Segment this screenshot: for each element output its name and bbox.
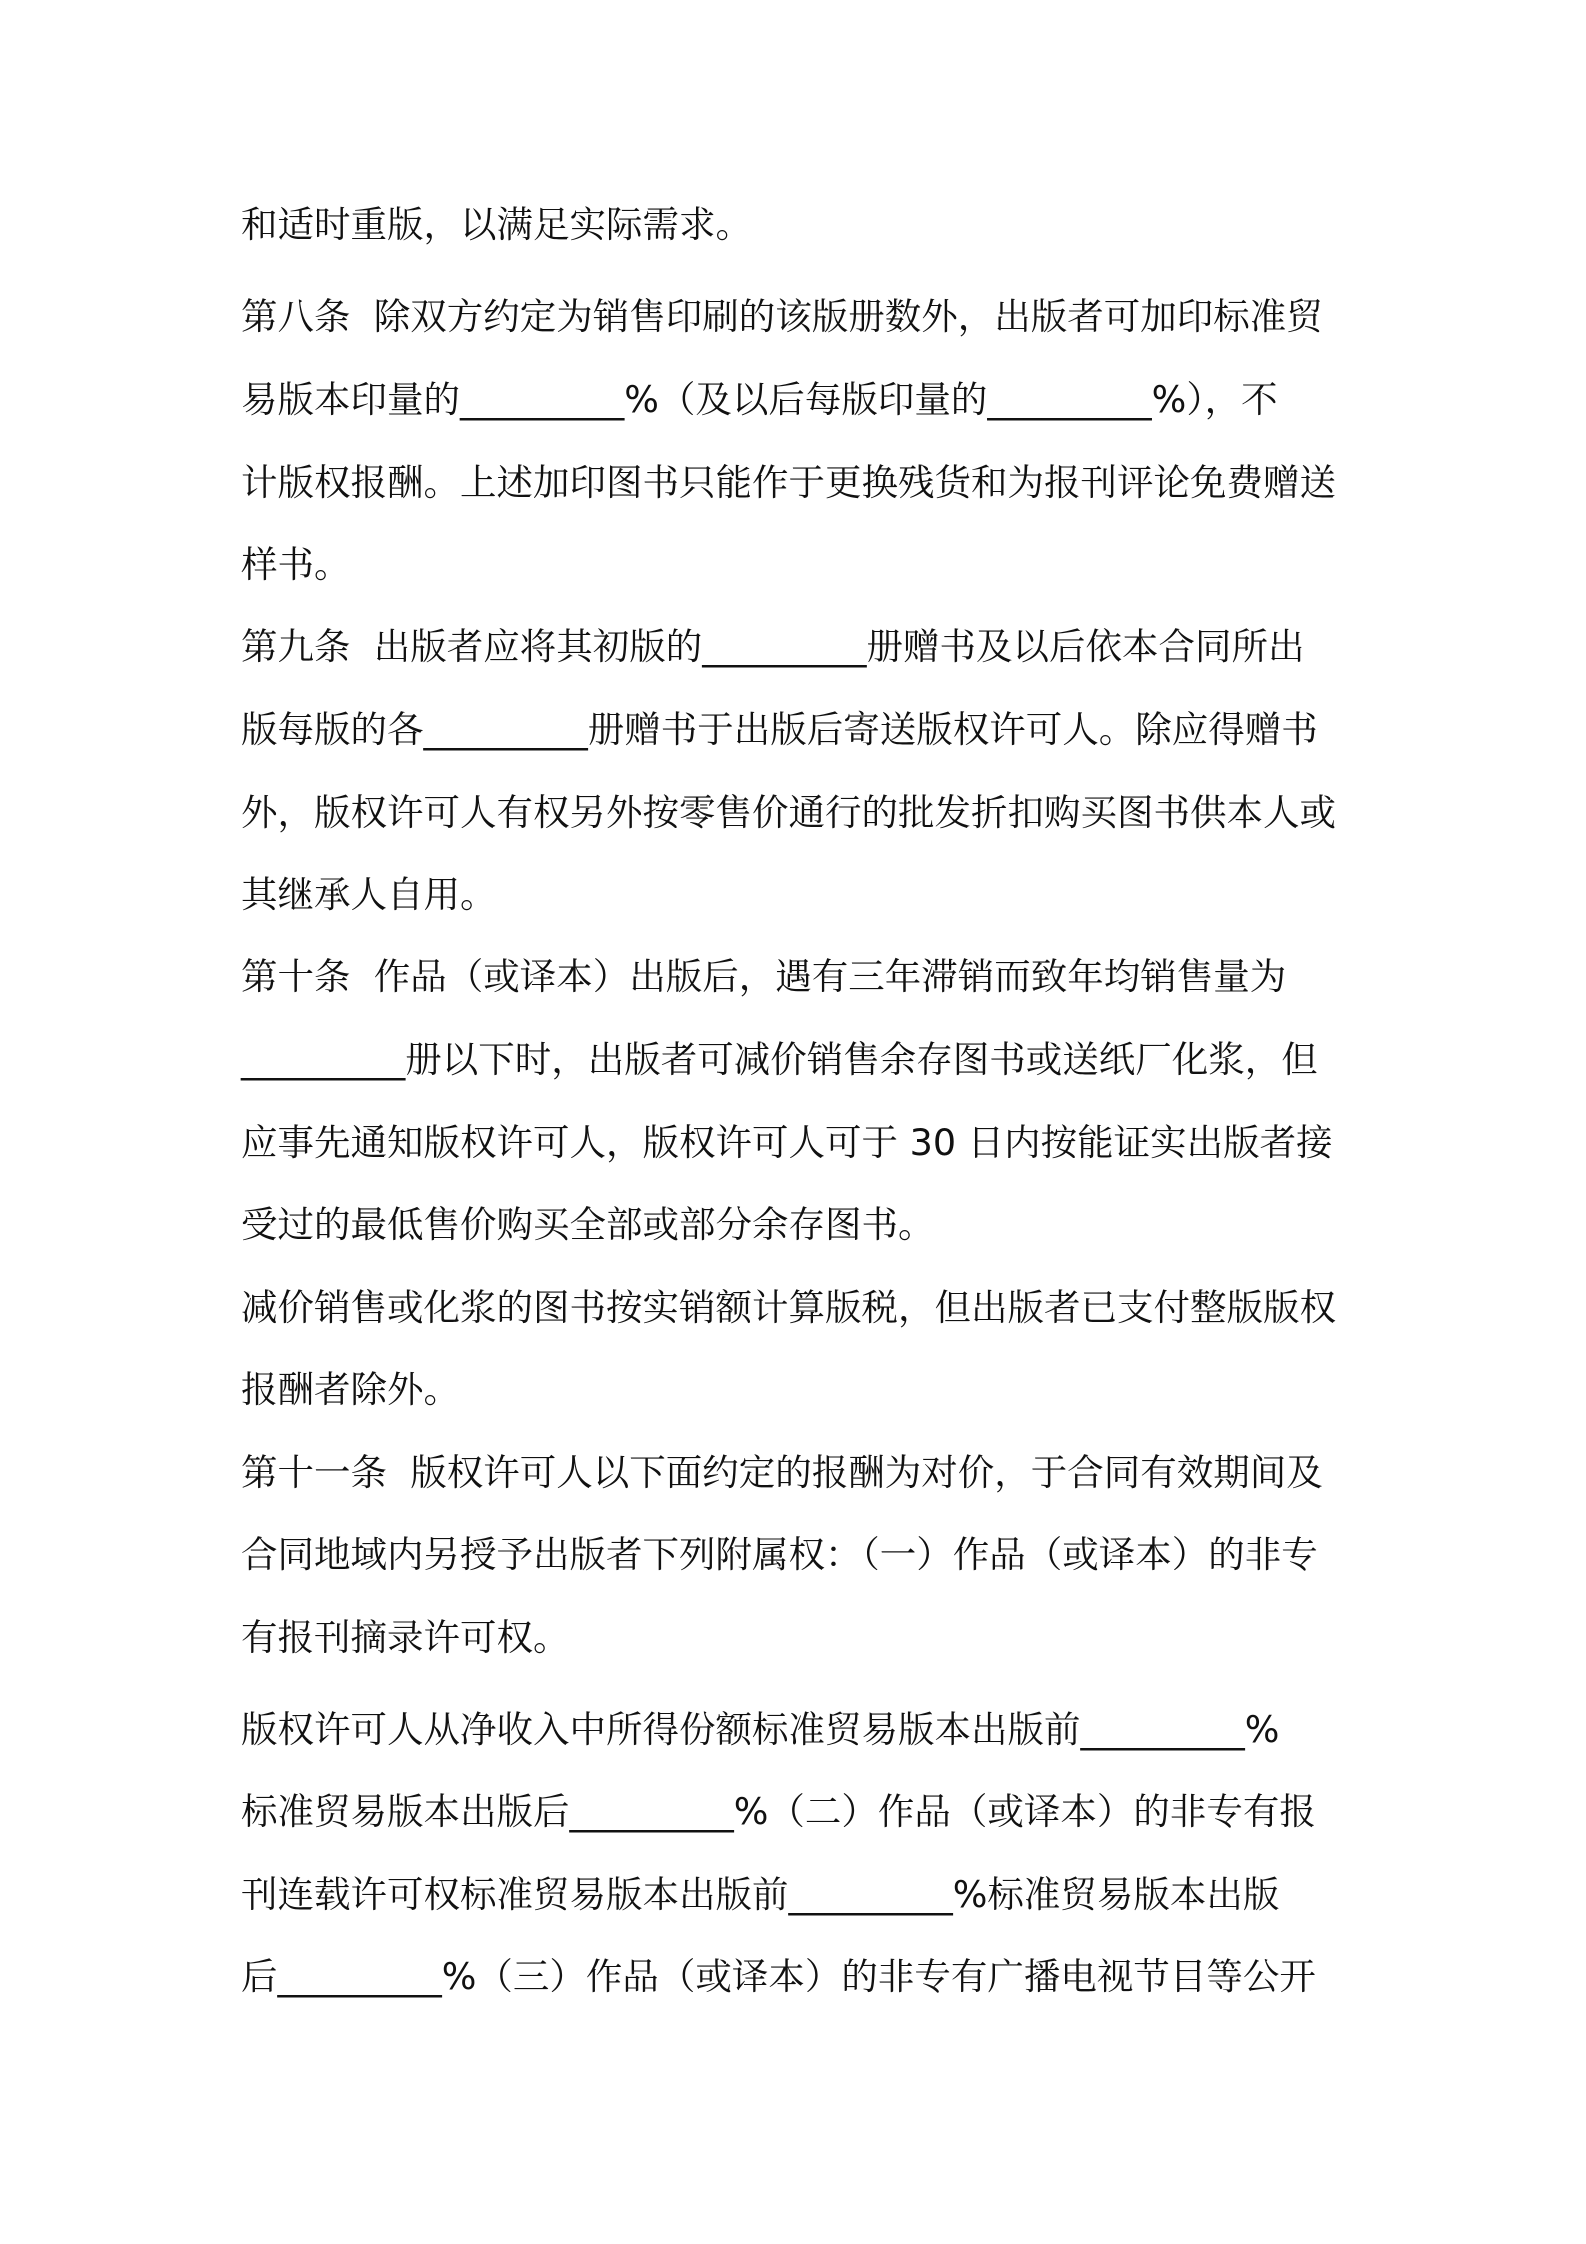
text-line: 后_________%（三）作品（或译本）的非专有广播电视节目等公开 (241, 1955, 1316, 1998)
text-line: 第八条 除双方约定为销售印刷的该版册数外，出版者可加印标准贸 (241, 295, 1323, 338)
text-line: 合同地域内另授予出版者下列附属权：（一）作品（或译本）的非专 (241, 1533, 1318, 1576)
text-line: 外，版权许可人有权另外按零售价通行的批发折扣购买图书供本人或 (241, 791, 1336, 834)
text-line: 样书。 (241, 543, 351, 586)
text-line: 第十条 作品（或译本）出版后，遇有三年滞销而致年均销售量为 (241, 955, 1287, 998)
text-line: 标准贸易版本出版后_________%（二）作品（或译本）的非专有报 (241, 1790, 1316, 1833)
text-line: 减价销售或化浆的图书按实销额计算版税，但出版者已支付整版版权 (241, 1286, 1336, 1329)
text-line: _________册以下时，出版者可减价销售余存图书或送纸厂化浆，但 (241, 1038, 1318, 1081)
text-line: 刊连载许可权标准贸易版本出版前_________%标准贸易版本出版 (241, 1873, 1280, 1916)
text-line: 和适时重版，以满足实际需求。 (241, 203, 752, 246)
text-line: 报酬者除外。 (241, 1368, 460, 1411)
text-line: 应事先通知版权许可人，版权许可人可于 30 日内按能证实出版者接 (241, 1121, 1333, 1164)
text-line: 第十一条 版权许可人以下面约定的报酬为对价，于合同有效期间及 (241, 1451, 1323, 1494)
text-line: 第九条 出版者应将其初版的_________册赠书及以后依本合同所出 (241, 625, 1305, 668)
text-line: 计版权报酬。上述加印图书只能作于更换残货和为报刊评论免费赠送 (241, 461, 1336, 504)
text-line: 版权许可人从净收入中所得份额标准贸易版本出版前_________% (241, 1708, 1280, 1751)
text-line: 受过的最低售价购买全部或部分余存图书。 (241, 1203, 935, 1246)
text-line: 其继承人自用。 (241, 873, 497, 916)
text-line: 有报刊摘录许可权。 (241, 1616, 570, 1659)
text-line: 易版本印量的_________%（及以后每版印量的_________%），不 (241, 378, 1278, 421)
text-line: 版每版的各_________册赠书于出版后寄送版权许可人。除应得赠书 (241, 708, 1318, 751)
